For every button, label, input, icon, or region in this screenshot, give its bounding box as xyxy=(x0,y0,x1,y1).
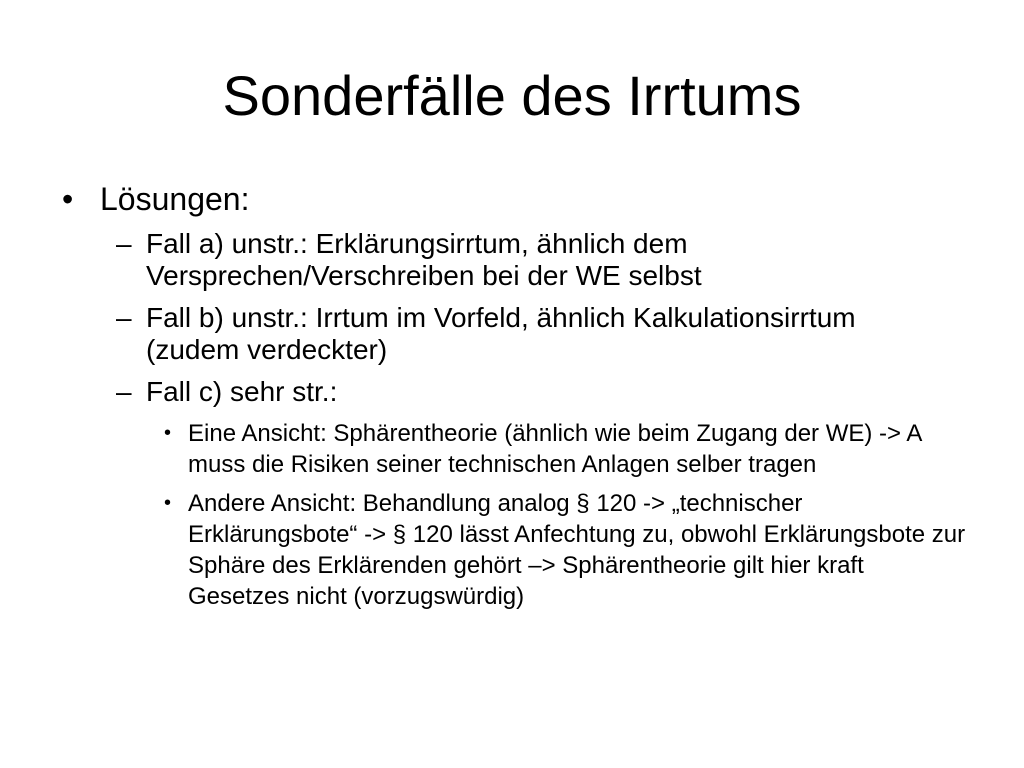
bullet-icon: • xyxy=(164,492,172,514)
sub-item-fall-c xyxy=(116,376,926,408)
slide-content xyxy=(62,180,982,620)
bullet-icon: • xyxy=(62,181,74,217)
sub-item-fall-b xyxy=(116,302,926,366)
sub-item-fall-a xyxy=(116,228,926,292)
bullet-icon: • xyxy=(164,422,172,444)
sub-item-text: Fall c) sehr str.: xyxy=(146,376,338,407)
sub-item-text: Fall a) unstr.: Erklärungsirrtum, ähnlich dem Versprechen/Verschreiben bei der WE selbst xyxy=(146,228,702,291)
sub-sub-item-andere-ansicht xyxy=(162,488,968,612)
sub-sub-item-eine-ansicht xyxy=(162,418,968,480)
bullet-losungen xyxy=(62,180,982,218)
dash-icon: – xyxy=(116,228,132,259)
sub-sub-item-text: Andere Ansicht: Behandlung analog § 120 -> „technischer Erklärungsbote“ -> § 120 lässt Anfechtung zu, obwohl Erklärungsbote zur Sphäre des Erklärenden gehört –> Sphärentheorie gilt hier kraft Gesetzes nicht (vorzugswürdig) xyxy=(188,490,966,610)
dash-icon: – xyxy=(116,376,132,407)
dash-icon: – xyxy=(116,302,132,333)
sub-item-text: Fall b) unstr.: Irrtum im Vorfeld, ähnlich Kalkulationsirrtum (zudem verdeckter) xyxy=(146,302,856,365)
bullet-text: Lösungen: xyxy=(100,181,250,217)
slide-title: Sonderfälle des Irrtums xyxy=(222,64,802,127)
sub-sub-item-text: Eine Ansicht: Sphärentheorie (ähnlich wie beim Zugang der WE) -> A muss die Risiken seiner technischen Anlagen selber tragen xyxy=(188,420,922,478)
